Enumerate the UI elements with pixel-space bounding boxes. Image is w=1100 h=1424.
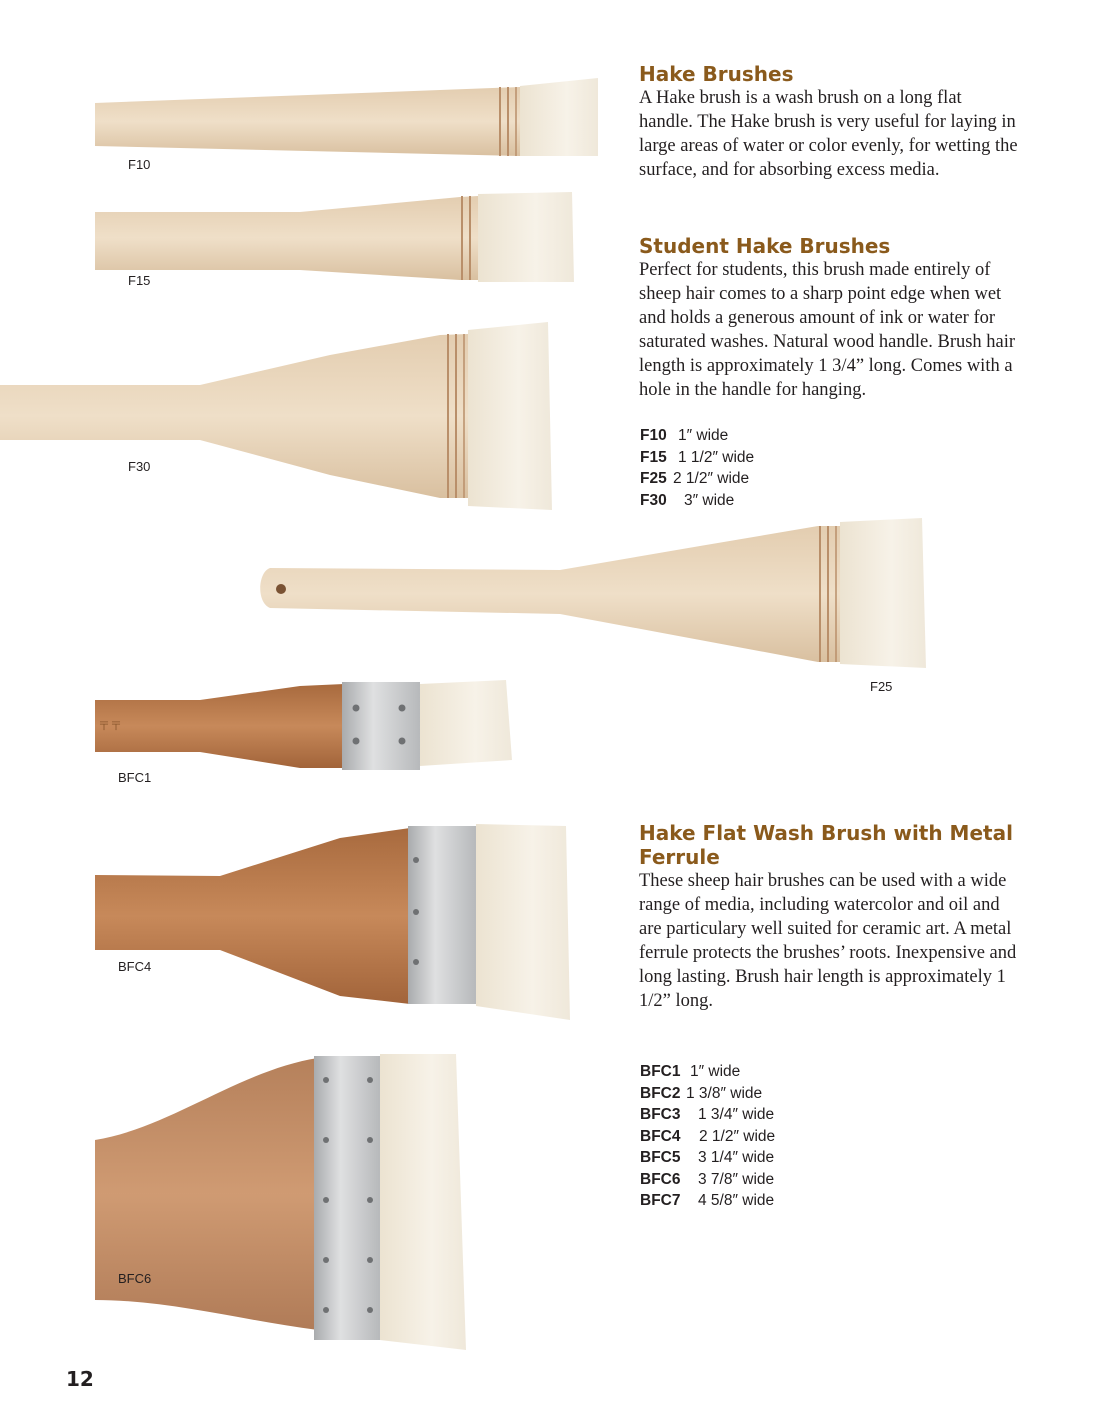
- brush-bfc6-image: [95, 1054, 466, 1350]
- svg-text:〒〒: 〒〒: [98, 719, 123, 733]
- spec-size: 1″ wide: [690, 1063, 741, 1080]
- spec-code: BFC7: [640, 1192, 681, 1209]
- caption-f15: F15: [128, 273, 151, 288]
- section-student-hake-brushes: [639, 234, 1079, 402]
- text-line: These sheep hair brushes can be used with a wide: [639, 871, 1007, 891]
- text-line: saturated washes. Natural wood handle. Brush hair: [639, 332, 1016, 352]
- text-line: Perfect for students, this brush made entirely of: [639, 260, 991, 280]
- spec-code: BFC1: [640, 1063, 681, 1080]
- heading-line: Hake Flat Wash Brush with Metal: [639, 821, 1013, 845]
- spec-code: BFC3: [640, 1106, 681, 1123]
- student-description: [639, 258, 1079, 402]
- text-line: surface, and for absorbing excess media.: [639, 160, 940, 180]
- spec-code: BFC6: [640, 1170, 681, 1188]
- brush-bfc1-image: [95, 680, 512, 770]
- spec-code: BFC4: [640, 1127, 681, 1145]
- spec-code: F15: [640, 448, 667, 466]
- spec-row: [640, 1083, 775, 1105]
- text-line: handle. The Hake brush is very useful for laying in: [639, 112, 1016, 132]
- text-line: ferrule protects the brushes’ roots. Inexpensive and: [639, 943, 1017, 963]
- brush-f15-image: [95, 192, 574, 282]
- brush-f10-image: [95, 78, 598, 156]
- text-line: length is approximately 1 3/4” long. Comes with a: [639, 356, 1013, 376]
- caption-f30: F30: [128, 459, 151, 474]
- spec-row: [640, 1169, 775, 1191]
- heading-student-hake-brushes: Student Hake Brushes: [639, 234, 891, 258]
- brush-f30-image: [0, 322, 552, 510]
- section-metal-ferrule: [639, 821, 1079, 1013]
- spec-row: [640, 1190, 775, 1212]
- spec-size: 2 1/2″ wide: [673, 470, 750, 487]
- brush-bfc4-image: [95, 824, 570, 1020]
- brush-f25-image: [260, 518, 926, 668]
- spec-size: 1 1/2″ wide: [678, 448, 755, 466]
- spec-row: [640, 1104, 775, 1126]
- spec-size: 3 7/8″ wide: [698, 1170, 775, 1188]
- heading-line: Ferrule: [639, 845, 720, 869]
- spec-code: F25: [640, 470, 667, 487]
- spec-row: [640, 1147, 775, 1169]
- heading-metal-ferrule: [639, 821, 1079, 869]
- spec-row: [640, 468, 754, 490]
- heading-hake-brushes: Hake Brushes: [639, 62, 794, 86]
- hake-description: [639, 86, 1079, 182]
- spec-size: 1 3/4″ wide: [698, 1106, 775, 1123]
- spec-row: [640, 1126, 775, 1148]
- spec-code: BFC5: [640, 1149, 681, 1166]
- page-number: 12: [66, 1367, 94, 1391]
- text-line: 1/2” long.: [639, 991, 713, 1011]
- spec-row: [640, 1061, 775, 1083]
- caption-bfc4: BFC4: [118, 959, 152, 974]
- spec-code: F10: [640, 427, 667, 444]
- text-line: sheep hair comes to a sharp point edge when wet: [639, 284, 1002, 304]
- spec-size: 1 3/8″ wide: [686, 1084, 763, 1102]
- text-line: range of media, including watercolor and oil and: [639, 895, 1000, 915]
- spec-size: 1″ wide: [678, 427, 729, 444]
- spec-code: BFC2: [640, 1084, 681, 1102]
- text-line: large areas of water or color evenly, for wetting the: [639, 136, 1018, 156]
- caption-f10: F10: [128, 157, 151, 172]
- spec-row: [640, 490, 754, 512]
- student-spec-list: [640, 425, 754, 511]
- caption-bfc6: BFC6: [118, 1271, 152, 1286]
- metal-description: [639, 869, 1079, 1013]
- section-hake-brushes: [639, 62, 1079, 182]
- caption-f25: F25: [870, 679, 893, 694]
- spec-size: 4 5/8″ wide: [698, 1192, 775, 1209]
- text-line: and holds a generous amount of ink or water for: [639, 308, 996, 328]
- metal-spec-list: [640, 1061, 775, 1212]
- text-line: A Hake brush is a wash brush on a long flat: [639, 88, 962, 108]
- spec-row: [640, 425, 754, 447]
- text-line: hole in the handle for hanging.: [639, 380, 867, 400]
- text-line: long lasting. Brush hair length is approximately 1: [639, 967, 1006, 987]
- spec-code: F30: [640, 491, 667, 509]
- spec-size: 3″ wide: [684, 491, 735, 509]
- spec-size: 2 1/2″ wide: [699, 1127, 776, 1145]
- caption-bfc1: BFC1: [118, 770, 152, 785]
- spec-row: [640, 447, 754, 469]
- text-line: are particulary well suited for ceramic art. A metal: [639, 919, 1012, 939]
- spec-size: 3 1/4″ wide: [698, 1149, 775, 1166]
